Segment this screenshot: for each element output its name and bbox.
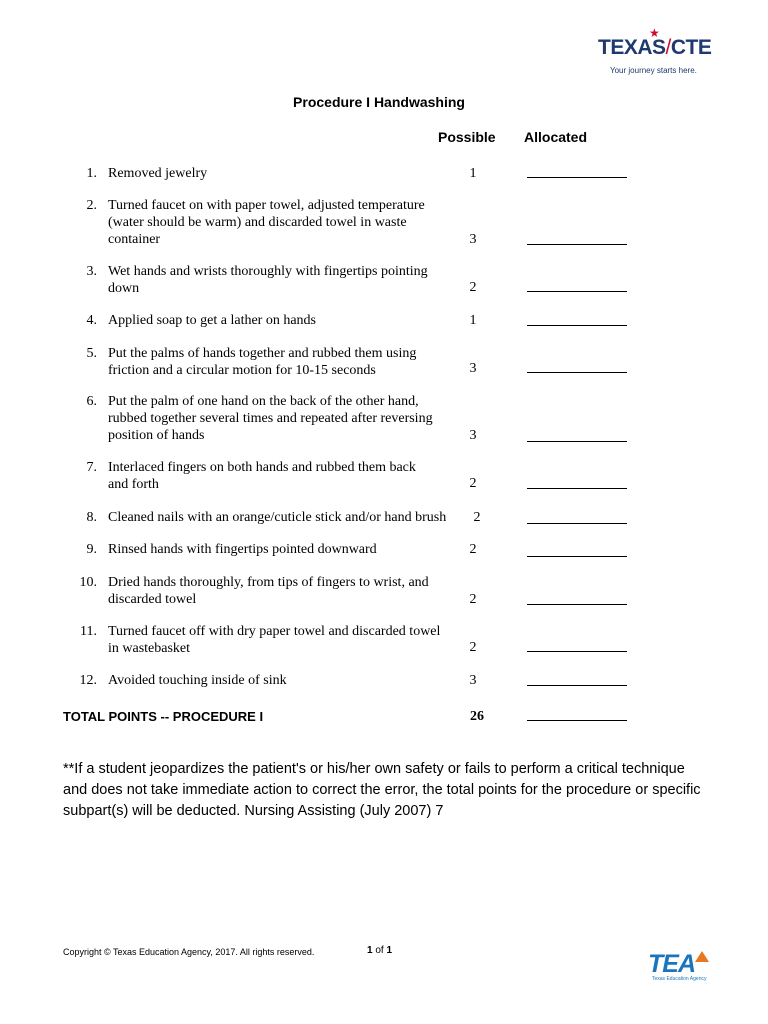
item-possible-points: 3: [469, 232, 477, 247]
item-number: 7.: [86, 460, 97, 475]
item-description: Put the palms of hands together and rubbed them using friction and a circular motion for 10-15 seconds: [108, 346, 417, 378]
item-number: 6.: [86, 394, 97, 409]
logo-cte: CTE: [670, 36, 712, 59]
item-number: 12.: [79, 673, 97, 688]
allocated-blank[interactable]: [527, 556, 627, 557]
tea-logo: [648, 950, 710, 984]
allocated-blank[interactable]: [527, 325, 627, 326]
total-allocated-blank[interactable]: [527, 720, 627, 721]
item-number: 2.: [86, 198, 97, 213]
page-current: 1: [367, 945, 373, 956]
allocated-blank[interactable]: [527, 441, 627, 442]
item-possible-points: 2: [469, 592, 477, 607]
item-description: Put the palm of one hand on the back of the other hand, rubbed together several times and repeated after reversing position of hands: [108, 394, 433, 443]
item-possible-points: 2: [469, 280, 477, 295]
item-description: Removed jewelry: [108, 166, 208, 181]
texas-cte-logo: [598, 28, 710, 80]
item-description: Turned faucet on with paper towel, adjusted temperature (water should be warm) and discarded towel in waste container: [108, 198, 425, 247]
item-possible-points: 2: [469, 476, 477, 491]
item-number: 1.: [86, 166, 97, 181]
allocated-blank[interactable]: [527, 651, 627, 652]
item-description: Wet hands and wrists thoroughly with fingertips pointing down: [108, 264, 428, 296]
item-number: 3.: [86, 264, 97, 279]
allocated-blank[interactable]: [527, 291, 627, 292]
item-number: 11.: [80, 624, 97, 639]
item-possible-points: 2: [473, 510, 481, 525]
allocated-blank[interactable]: [527, 177, 627, 178]
item-number: 9.: [86, 542, 97, 557]
item-description: Interlaced fingers on both hands and rubbed them back and forth: [108, 460, 416, 492]
column-header-allocated: Allocated: [524, 129, 588, 145]
item-number: 5.: [86, 346, 97, 361]
item-number: 10.: [79, 575, 97, 590]
logo-wordmark: [598, 36, 711, 60]
allocated-blank[interactable]: [527, 244, 627, 245]
allocated-blank[interactable]: [527, 372, 627, 373]
item-number: 8.: [86, 510, 97, 525]
allocated-blank[interactable]: [527, 488, 627, 489]
total-label: TOTAL POINTS -- PROCEDURE I: [63, 709, 264, 724]
logo-texas: TEXAS: [598, 36, 666, 59]
item-possible-points: 1: [469, 313, 477, 328]
total-possible-points: 26: [470, 709, 484, 724]
allocated-blank[interactable]: [527, 685, 627, 686]
item-possible-points: 3: [469, 673, 477, 688]
item-description: Rinsed hands with fingertips pointed downward: [108, 542, 377, 557]
item-possible-points: 2: [469, 640, 477, 655]
column-header-possible: Possible: [438, 129, 496, 145]
logo-tagline: Your journey starts here.: [610, 66, 697, 75]
tea-triangle-icon: [695, 951, 709, 962]
item-description: Turned faucet off with dry paper towel and discarded towel in wastebasket: [108, 624, 441, 656]
logo-slash: /: [665, 36, 671, 59]
item-number: 4.: [86, 313, 97, 328]
copyright-text: Copyright © Texas Education Agency, 2017. All rights reserved.: [63, 947, 315, 957]
tea-subtitle: Texas Education Agency: [652, 976, 707, 982]
tea-wordmark: TEA: [648, 950, 695, 978]
item-possible-points: 3: [469, 361, 477, 376]
item-description: Applied soap to get a lather on hands: [108, 313, 317, 328]
item-possible-points: 3: [469, 428, 477, 443]
item-description: Avoided touching inside of sink: [108, 673, 287, 688]
item-possible-points: 2: [469, 542, 477, 557]
critical-technique-note: **If a student jeopardizes the patient's or his/her own safety or fails to perform a critical technique and does not take immediate action to correct the error, the total points for the procedure or specific subpart(s) will be deducted. Nursing Assisting (July 2007) 7: [63, 761, 701, 819]
page-title: Procedure I Handwashing: [293, 94, 465, 110]
page-total: 1: [386, 945, 393, 956]
page-number: [367, 945, 392, 956]
allocated-blank[interactable]: [527, 523, 627, 524]
allocated-blank[interactable]: [527, 604, 627, 605]
page-of: of: [375, 945, 384, 956]
item-possible-points: 1: [469, 166, 477, 181]
item-description: Dried hands thoroughly, from tips of fingers to wrist, and discarded towel: [108, 575, 429, 607]
item-description: Cleaned nails with an orange/cuticle stick and/or hand brush: [108, 510, 447, 525]
star-icon: ★: [649, 26, 660, 40]
